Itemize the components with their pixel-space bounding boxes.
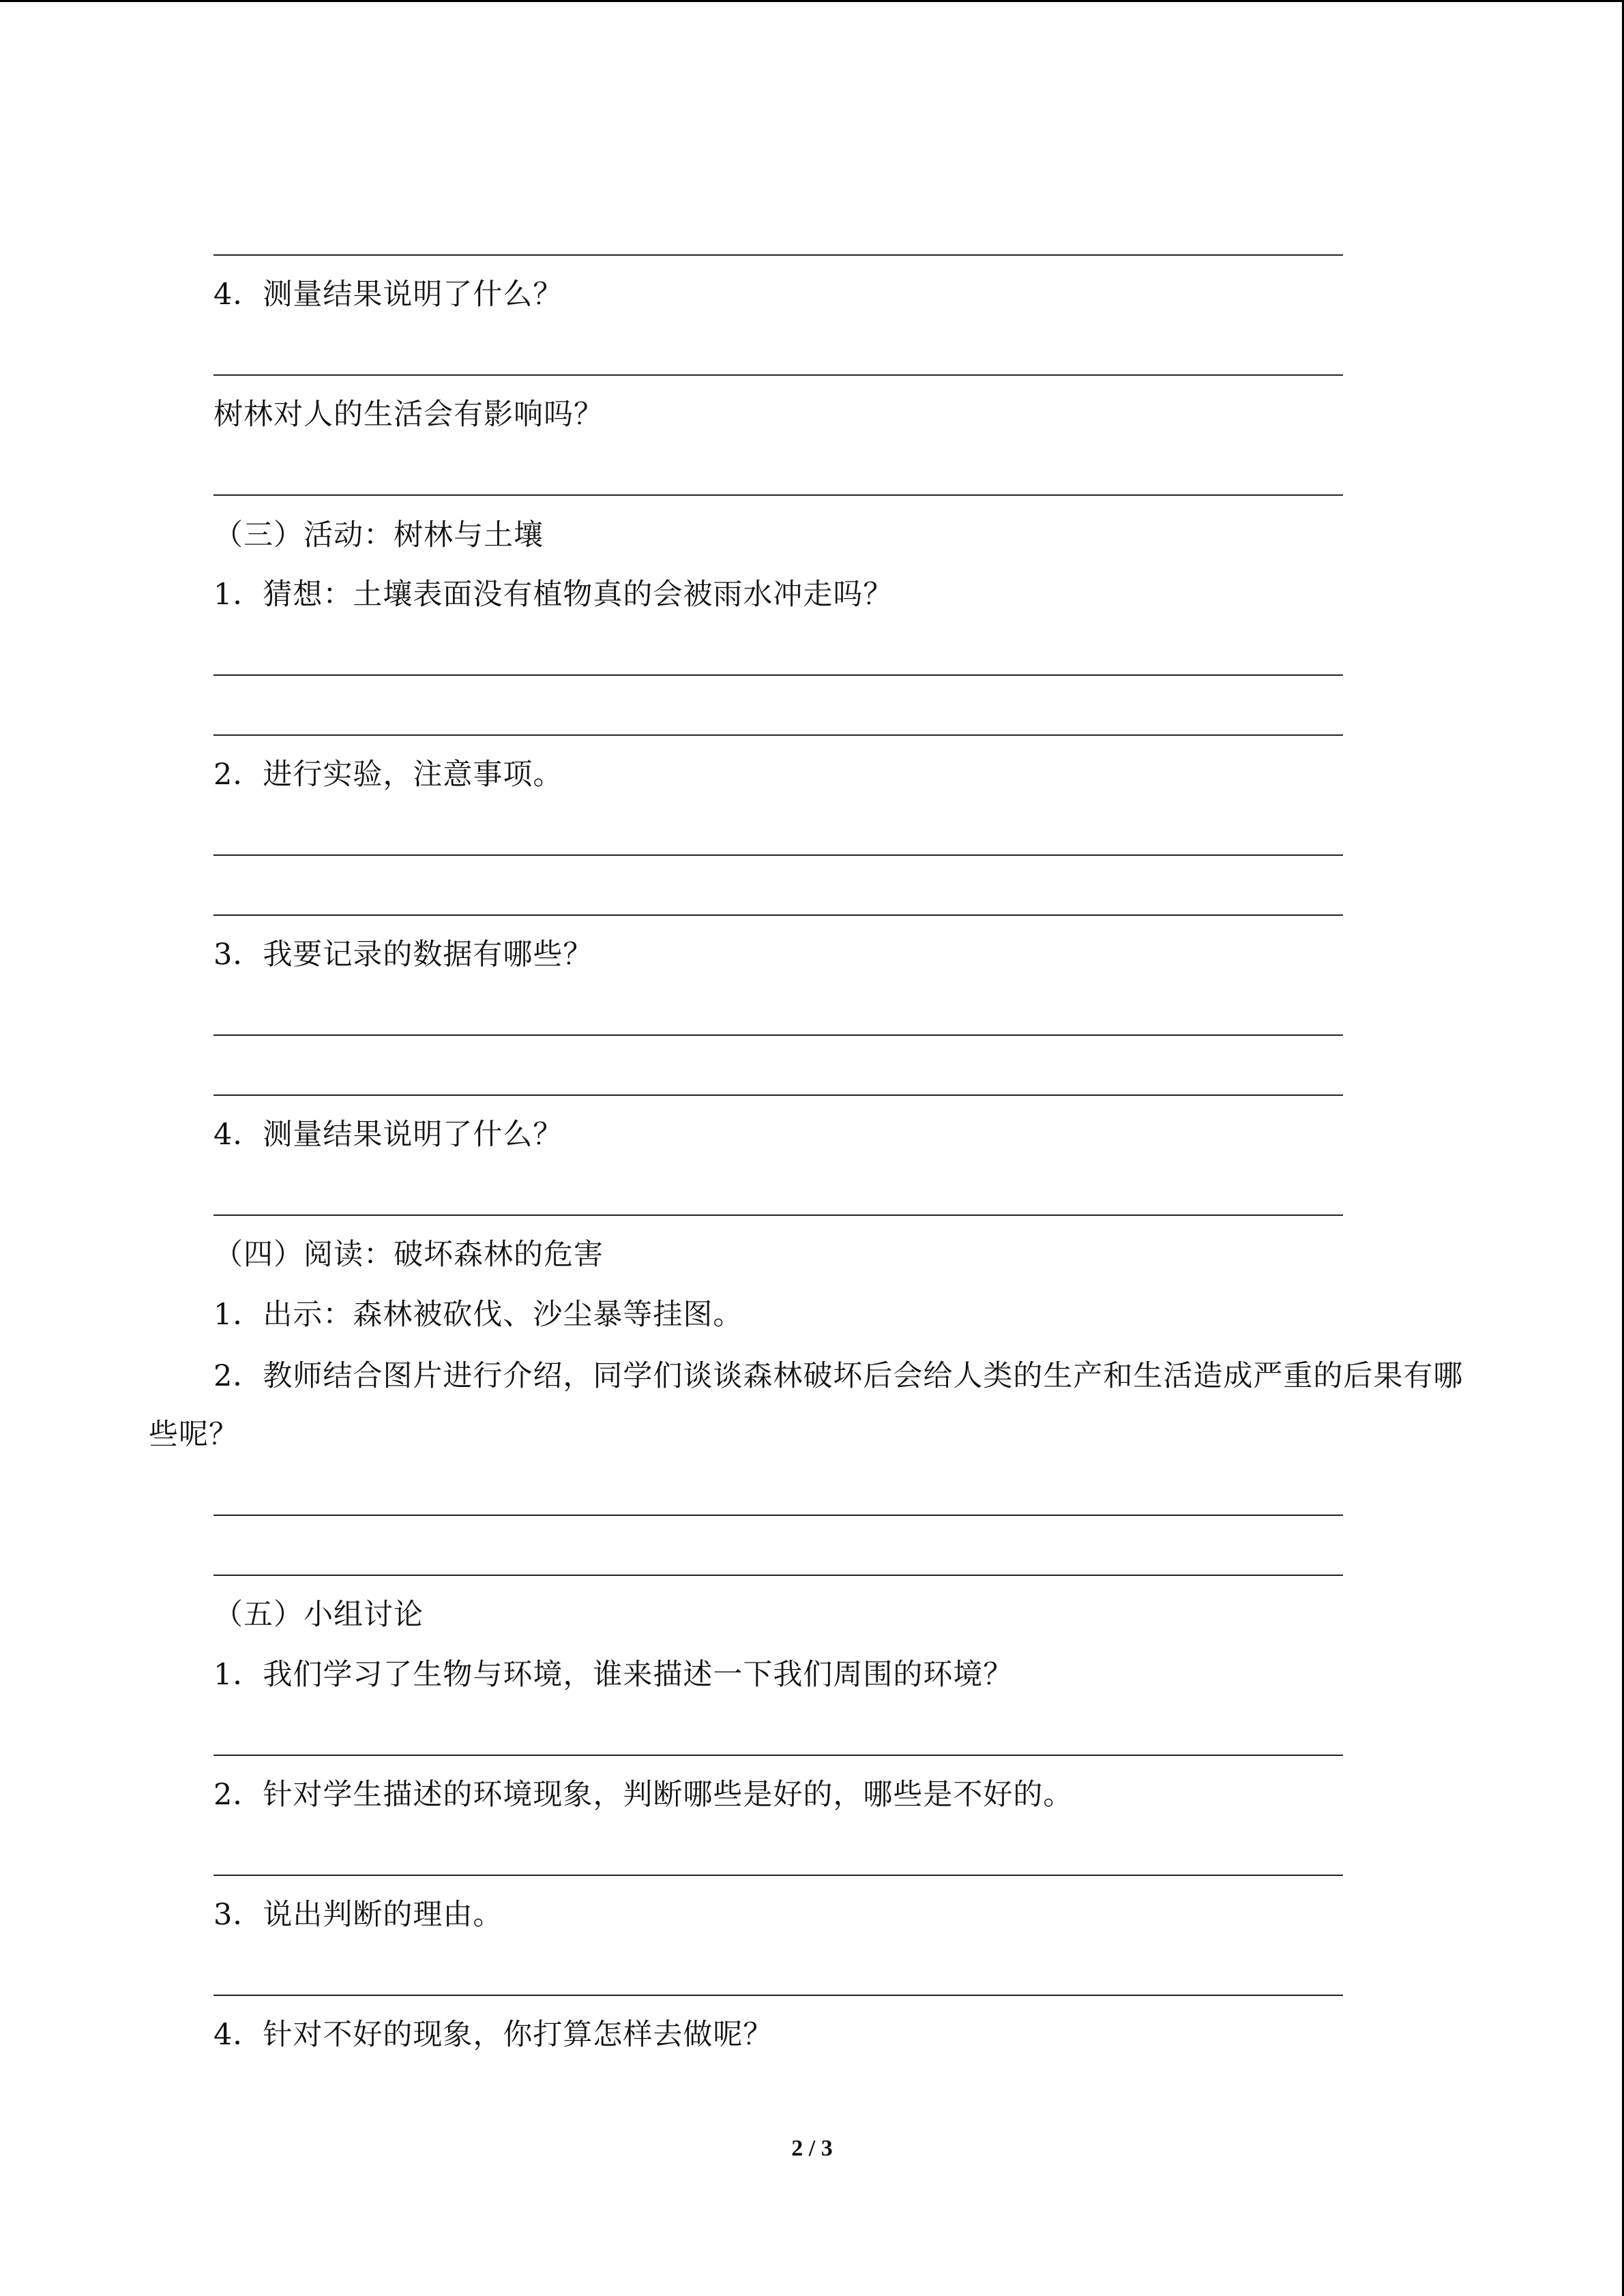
answer-line [213, 1755, 1343, 1756]
question-what-to-do: 4．针对不好的现象，你打算怎样去做呢？ [213, 2018, 773, 2052]
question-data-record: 3．我要记录的数据有哪些？ [213, 938, 593, 972]
page-number: 2 / 3 [791, 2136, 833, 2161]
question-judge-phenomena: 2．针对学生描述的环境现象，判断哪些是好的，哪些是不好的。 [213, 1778, 1074, 1812]
section-title-group-discussion: （五）小组讨论 [213, 1598, 424, 1632]
section-title-reading: （四）阅读：破坏森林的危害 [213, 1238, 604, 1272]
question-measurement-meaning: 4．测量结果说明了什么？ [213, 278, 563, 312]
question-show-charts: 1．出示：森林被砍伐、沙尘暴等挂图。 [213, 1298, 743, 1332]
answer-line [213, 1094, 1343, 1096]
question-teacher-intro: 2．教师结合图片进行介绍，同学们谈谈森林破坏后会给人类的生产和生活造成严重的后果有哪些呢？ [149, 1359, 1464, 1452]
answer-line [213, 254, 1343, 256]
answer-line [213, 1214, 1343, 1216]
question-result-meaning: 4．测量结果说明了什么？ [213, 1118, 563, 1152]
answer-line [213, 1875, 1343, 1876]
page-border-top [0, 0, 1624, 2]
answer-line [213, 1995, 1343, 1996]
answer-line [213, 734, 1343, 736]
answer-line [213, 1515, 1343, 1516]
answer-line [213, 1034, 1343, 1036]
question-describe-environment: 1．我们学习了生物与环境，谁来描述一下我们周围的环境？ [213, 1658, 1014, 1692]
question-guess: 1．猜想：土壤表面没有植物真的会被雨水冲走吗？ [213, 578, 894, 612]
answer-line [213, 1575, 1343, 1576]
answer-line [213, 674, 1343, 676]
section-title-forest-soil: （三）活动：树林与土壤 [213, 518, 544, 552]
answer-line [213, 914, 1343, 916]
question-forest-influence: 树林对人的生活会有影响吗？ [213, 398, 604, 432]
question-experiment: 2．进行实验，注意事项。 [213, 758, 563, 792]
answer-line [213, 494, 1343, 496]
answer-line [213, 854, 1343, 856]
question-reasons: 3．说出判断的理由。 [213, 1898, 503, 1932]
answer-line [213, 374, 1343, 376]
